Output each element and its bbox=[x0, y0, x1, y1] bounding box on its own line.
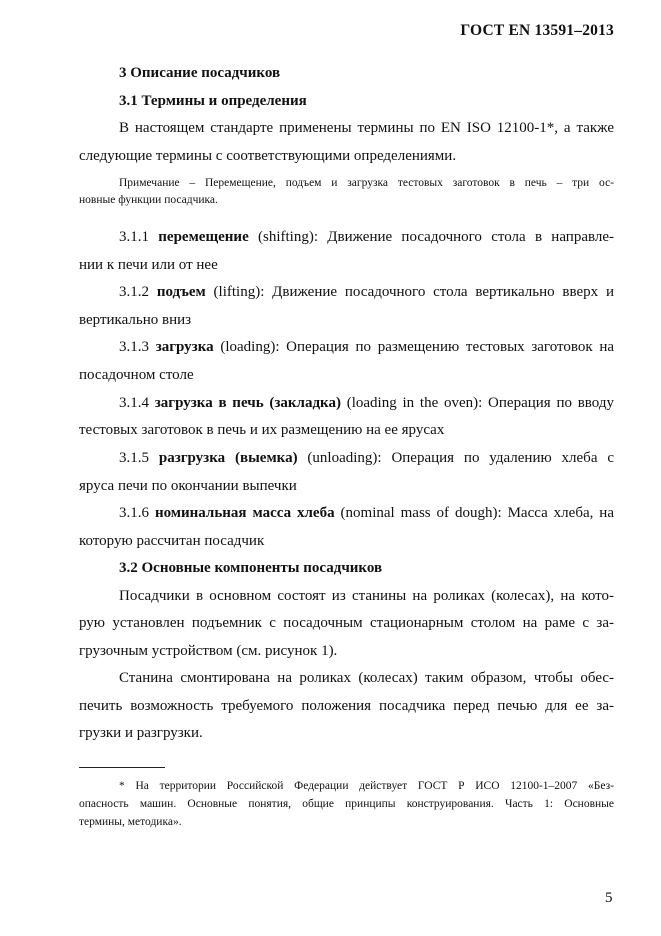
term-3-1-5-cont: яруса печи по окончании выпечки bbox=[79, 478, 297, 494]
intro-line-2: следующие термины с соответствующими определениями. bbox=[79, 148, 457, 164]
term-3-1-3: 3.1.3 загрузка (loading): Операция по размещению тестовых заготовок на bbox=[119, 339, 614, 355]
section-3-heading: 3 Описание посадчиков bbox=[119, 65, 281, 81]
term-label: разгрузка (выемка) bbox=[158, 450, 298, 466]
term-3-1-6-cont: которую рассчитан посадчик bbox=[79, 533, 265, 549]
term-label: перемещение bbox=[158, 229, 249, 245]
page-number: 5 bbox=[605, 890, 613, 906]
paragraph-1-line-2: рую установлен подъемник с посадочным стационарным столом на раме с за- bbox=[79, 615, 614, 631]
term-label: подъем bbox=[156, 284, 206, 300]
term-3-1-4: 3.1.4 загрузка в печь (закладка) (loading in the oven): Операция по вводу bbox=[119, 395, 614, 411]
paragraph-2-line-1: Станина смонтирована на роликах (колесах) таким образом, чтобы обес- bbox=[119, 670, 614, 686]
term-3-1-3-cont: посадочном столе bbox=[79, 367, 194, 383]
footnote-line-2: опасность машин. Основные понятия, общие принципы конструирования. Часть 1: Основные bbox=[79, 798, 614, 810]
footnote-separator bbox=[79, 767, 165, 768]
term-label: загрузка bbox=[155, 339, 214, 355]
intro-line-1: В настоящем стандарте применены термины по EN ISO 12100-1*, а также bbox=[119, 120, 614, 136]
term-label: загрузка в печь (закладка) bbox=[154, 395, 341, 411]
paragraph-2-line-3: грузки и разгрузки. bbox=[79, 725, 203, 741]
paragraph-1-line-3: грузочным устройством (см. рисунок 1). bbox=[79, 643, 338, 659]
note-line-1: Примечание – Перемещение, подъем и загрузка тестовых заготовок в печь – три ос- bbox=[119, 177, 614, 189]
term-3-1-1: 3.1.1 перемещение (shifting): Движение посадочного стола в направле- bbox=[119, 229, 614, 245]
section-3-1-heading: 3.1 Термины и определения bbox=[119, 93, 307, 109]
term-3-1-2: 3.1.2 подъем (lifting): Движение посадочного стола вертикально вверх и bbox=[119, 284, 614, 300]
paragraph-2-line-2: печить возможность требуемого положения посадчика перед печью для ее за- bbox=[79, 698, 614, 714]
footnote-line-3: термины, методика». bbox=[79, 816, 182, 828]
term-3-1-6: 3.1.6 номинальная масса хлеба (nominal mass of dough): Масса хлеба, на bbox=[119, 505, 614, 521]
document-code-header: ГОСТ EN 13591–2013 bbox=[460, 22, 614, 39]
term-3-1-4-cont: тестовых заготовок в печь и их размещению на ее ярусах bbox=[79, 422, 445, 438]
footnote-line-1: * На территории Российской Федерации действует ГОСТ Р ИСО 12100-1–2007 «Без- bbox=[119, 780, 614, 792]
section-3-2-heading: 3.2 Основные компоненты посадчиков bbox=[119, 560, 383, 576]
paragraph-1-line-1: Посадчики в основном состоят из станины на роликах (колесах), на кото- bbox=[119, 588, 614, 604]
term-label: номинальная масса хлеба bbox=[154, 505, 335, 521]
note-line-2: новные функции посадчика. bbox=[79, 194, 218, 206]
term-3-1-5: 3.1.5 разгрузка (выемка) (unloading): Операция по удалению хлеба с bbox=[119, 450, 614, 466]
term-3-1-1-cont: нии к печи или от нее bbox=[79, 257, 218, 273]
term-3-1-2-cont: вертикально вниз bbox=[79, 312, 192, 328]
